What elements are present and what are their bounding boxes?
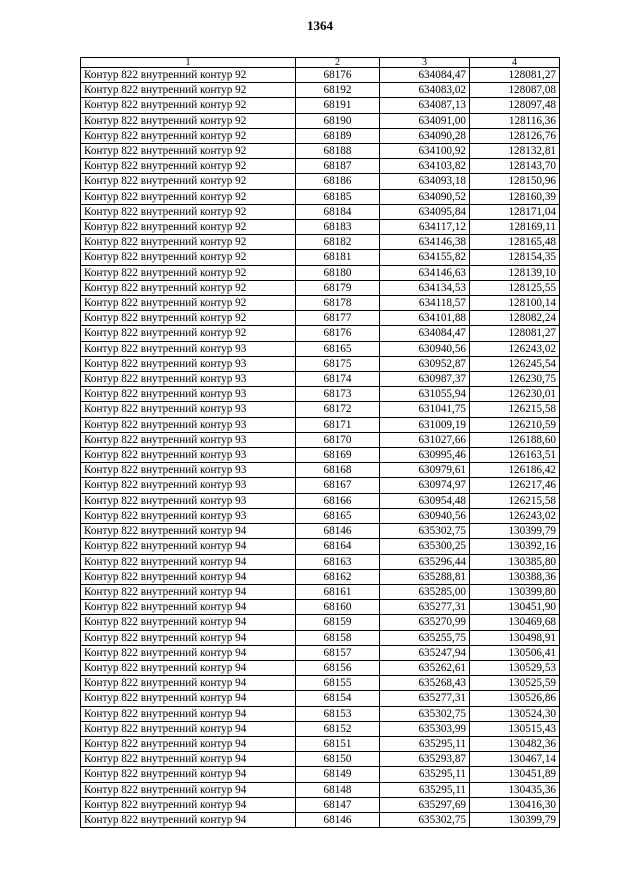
- contour-name-cell: Контур 822 внутренний контур 93: [81, 341, 296, 356]
- y-coordinate-cell: 130498,91: [470, 630, 560, 645]
- contour-name-cell: Контур 822 внутренний контур 94: [81, 767, 296, 782]
- table-row: [81, 539, 560, 554]
- y-coordinate-cell: 126215,58: [470, 402, 560, 417]
- point-number-cell: 68191: [296, 98, 380, 113]
- x-coordinate-cell: 634101,88: [380, 311, 470, 326]
- contour-name-cell: Контур 822 внутренний контур 92: [81, 326, 296, 341]
- x-coordinate-cell: 635303,99: [380, 721, 470, 736]
- page-number: 1364: [307, 18, 333, 33]
- point-number-cell: 68155: [296, 676, 380, 691]
- x-coordinate-cell: 635297,69: [380, 797, 470, 812]
- x-coordinate-cell: 634084,47: [380, 68, 470, 83]
- column-header: 2: [296, 58, 380, 68]
- y-coordinate-cell: 126210,59: [470, 417, 560, 432]
- point-number-cell: 68186: [296, 174, 380, 189]
- table-row: [81, 311, 560, 326]
- table-row: [81, 797, 560, 812]
- point-number-cell: 68163: [296, 554, 380, 569]
- contour-name-cell: Контур 822 внутренний контур 94: [81, 615, 296, 630]
- y-coordinate-cell: 130451,89: [470, 767, 560, 782]
- y-coordinate-cell: 128132,81: [470, 144, 560, 159]
- x-coordinate-cell: 635270,99: [380, 615, 470, 630]
- point-number-cell: 68175: [296, 356, 380, 371]
- y-coordinate-cell: 126245,54: [470, 356, 560, 371]
- table-row: [81, 767, 560, 782]
- contour-name-cell: Контур 822 внутренний контур 92: [81, 68, 296, 83]
- point-number-cell: 68172: [296, 402, 380, 417]
- table-row: [81, 235, 560, 250]
- y-coordinate-cell: 128125,55: [470, 280, 560, 295]
- table-row: [81, 356, 560, 371]
- contour-name-cell: Контур 822 внутренний контур 93: [81, 372, 296, 387]
- x-coordinate-cell: 634087,13: [380, 98, 470, 113]
- point-number-cell: 68151: [296, 736, 380, 751]
- x-coordinate-cell: 635295,11: [380, 736, 470, 751]
- contour-name-cell: Контур 822 внутренний контур 92: [81, 235, 296, 250]
- point-number-cell: 68170: [296, 432, 380, 447]
- contour-name-cell: Контур 822 внутренний контур 92: [81, 144, 296, 159]
- contour-name-cell: Контур 822 внутренний контур 92: [81, 296, 296, 311]
- y-coordinate-cell: 130385,80: [470, 554, 560, 569]
- column-header: 3: [380, 58, 470, 68]
- y-coordinate-cell: 130416,30: [470, 797, 560, 812]
- point-number-cell: 68159: [296, 615, 380, 630]
- x-coordinate-cell: 634117,12: [380, 220, 470, 235]
- table-row: [81, 220, 560, 235]
- x-coordinate-cell: 635288,81: [380, 569, 470, 584]
- y-coordinate-cell: 130515,43: [470, 721, 560, 736]
- y-coordinate-cell: 126215,58: [470, 493, 560, 508]
- table-row: [81, 128, 560, 143]
- table-row: [81, 478, 560, 493]
- point-number-cell: 68150: [296, 752, 380, 767]
- point-number-cell: 68149: [296, 767, 380, 782]
- contour-name-cell: Контур 822 внутренний контур 93: [81, 402, 296, 417]
- y-coordinate-cell: 128143,70: [470, 159, 560, 174]
- contour-name-cell: Контур 822 внутренний контур 94: [81, 721, 296, 736]
- contour-name-cell: Контур 822 внутренний контур 92: [81, 189, 296, 204]
- y-coordinate-cell: 130524,30: [470, 706, 560, 721]
- table-body: [81, 68, 560, 828]
- x-coordinate-cell: 635296,44: [380, 554, 470, 569]
- contour-name-cell: Контур 822 внутренний контур 94: [81, 660, 296, 675]
- y-coordinate-cell: 130392,16: [470, 539, 560, 554]
- y-coordinate-cell: 130482,36: [470, 736, 560, 751]
- x-coordinate-cell: 634146,63: [380, 265, 470, 280]
- x-coordinate-cell: 631055,94: [380, 387, 470, 402]
- point-number-cell: 68181: [296, 250, 380, 265]
- point-number-cell: 68169: [296, 448, 380, 463]
- y-coordinate-cell: 128154,35: [470, 250, 560, 265]
- y-coordinate-cell: 130467,14: [470, 752, 560, 767]
- table-row: [81, 296, 560, 311]
- x-coordinate-cell: 635277,31: [380, 600, 470, 615]
- table-row: [81, 463, 560, 478]
- contour-name-cell: Контур 822 внутренний контур 94: [81, 812, 296, 827]
- contour-name-cell: Контур 822 внутренний контур 94: [81, 539, 296, 554]
- point-number-cell: 68183: [296, 220, 380, 235]
- y-coordinate-cell: 128150,96: [470, 174, 560, 189]
- point-number-cell: 68152: [296, 721, 380, 736]
- x-coordinate-cell: 631041,75: [380, 402, 470, 417]
- x-coordinate-cell: 634084,47: [380, 326, 470, 341]
- contour-name-cell: Контур 822 внутренний контур 92: [81, 265, 296, 280]
- contour-name-cell: Контур 822 внутренний контур 93: [81, 508, 296, 523]
- contour-name-cell: Контур 822 внутренний контур 94: [81, 782, 296, 797]
- x-coordinate-cell: 630940,56: [380, 341, 470, 356]
- contour-name-cell: Контур 822 внутренний контур 93: [81, 448, 296, 463]
- contour-name-cell: Контур 822 внутренний контур 94: [81, 752, 296, 767]
- y-coordinate-cell: 130435,36: [470, 782, 560, 797]
- x-coordinate-cell: 635293,87: [380, 752, 470, 767]
- contour-name-cell: Контур 822 внутренний контур 92: [81, 174, 296, 189]
- x-coordinate-cell: 630979,61: [380, 463, 470, 478]
- contour-name-cell: Контур 822 внутренний контур 92: [81, 113, 296, 128]
- contour-name-cell: Контур 822 внутренний контур 92: [81, 128, 296, 143]
- table-row: [81, 721, 560, 736]
- x-coordinate-cell: 634083,02: [380, 83, 470, 98]
- point-number-cell: 68168: [296, 463, 380, 478]
- point-number-cell: 68187: [296, 159, 380, 174]
- point-number-cell: 68154: [296, 691, 380, 706]
- y-coordinate-cell: 128169,11: [470, 220, 560, 235]
- table-row: [81, 417, 560, 432]
- y-coordinate-cell: 130388,36: [470, 569, 560, 584]
- table-row: [81, 706, 560, 721]
- x-coordinate-cell: 635295,11: [380, 782, 470, 797]
- contour-name-cell: Контур 822 внутренний контур 94: [81, 524, 296, 539]
- y-coordinate-cell: 126243,02: [470, 508, 560, 523]
- point-number-cell: 68146: [296, 524, 380, 539]
- point-number-cell: 68158: [296, 630, 380, 645]
- y-coordinate-cell: 128087,08: [470, 83, 560, 98]
- point-number-cell: 68148: [296, 782, 380, 797]
- x-coordinate-cell: 635302,75: [380, 812, 470, 827]
- contour-name-cell: Контур 822 внутренний контур 92: [81, 250, 296, 265]
- x-coordinate-cell: 634118,57: [380, 296, 470, 311]
- contour-name-cell: Контур 822 внутренний контур 92: [81, 204, 296, 219]
- y-coordinate-cell: 126217,46: [470, 478, 560, 493]
- contour-name-cell: Контур 822 внутренний контур 94: [81, 554, 296, 569]
- table-row: [81, 159, 560, 174]
- contour-name-cell: Контур 822 внутренний контур 93: [81, 463, 296, 478]
- contour-name-cell: Контур 822 внутренний контур 94: [81, 645, 296, 660]
- x-coordinate-cell: 630974,97: [380, 478, 470, 493]
- x-coordinate-cell: 635285,00: [380, 584, 470, 599]
- contour-name-cell: Контур 822 внутренний контур 92: [81, 98, 296, 113]
- table-row: [81, 782, 560, 797]
- point-number-cell: 68165: [296, 341, 380, 356]
- y-coordinate-cell: 130399,79: [470, 812, 560, 827]
- y-coordinate-cell: 128082,24: [470, 311, 560, 326]
- column-header: 4: [470, 58, 560, 68]
- contour-name-cell: Контур 822 внутренний контур 93: [81, 432, 296, 447]
- point-number-cell: 68167: [296, 478, 380, 493]
- point-number-cell: 68160: [296, 600, 380, 615]
- y-coordinate-cell: 130529,53: [470, 660, 560, 675]
- y-coordinate-cell: 128116,36: [470, 113, 560, 128]
- x-coordinate-cell: 634100,92: [380, 144, 470, 159]
- contour-name-cell: Контур 822 внутренний контур 94: [81, 706, 296, 721]
- table-row: [81, 402, 560, 417]
- x-coordinate-cell: 634103,82: [380, 159, 470, 174]
- y-coordinate-cell: 128139,10: [470, 265, 560, 280]
- table-row: [81, 387, 560, 402]
- y-coordinate-cell: 128165,48: [470, 235, 560, 250]
- y-coordinate-cell: 130399,80: [470, 584, 560, 599]
- x-coordinate-cell: 631027,66: [380, 432, 470, 447]
- table-row: [81, 83, 560, 98]
- point-number-cell: 68177: [296, 311, 380, 326]
- contour-name-cell: Контур 822 внутренний контур 94: [81, 797, 296, 812]
- y-coordinate-cell: 130526,86: [470, 691, 560, 706]
- contour-name-cell: Контур 822 внутренний контур 92: [81, 220, 296, 235]
- contour-name-cell: Контур 822 внутренний контур 92: [81, 83, 296, 98]
- y-coordinate-cell: 126243,02: [470, 341, 560, 356]
- x-coordinate-cell: 634091,00: [380, 113, 470, 128]
- point-number-cell: 68188: [296, 144, 380, 159]
- table-row: [81, 372, 560, 387]
- y-coordinate-cell: 130399,79: [470, 524, 560, 539]
- x-coordinate-cell: 631009,19: [380, 417, 470, 432]
- point-number-cell: 68176: [296, 68, 380, 83]
- table-row: [81, 600, 560, 615]
- x-coordinate-cell: 630954,48: [380, 493, 470, 508]
- table-row: [81, 174, 560, 189]
- point-number-cell: 68184: [296, 204, 380, 219]
- table-row: [81, 98, 560, 113]
- y-coordinate-cell: 130451,90: [470, 600, 560, 615]
- point-number-cell: 68174: [296, 372, 380, 387]
- table-row: [81, 68, 560, 83]
- y-coordinate-cell: 128081,27: [470, 326, 560, 341]
- table-row: [81, 189, 560, 204]
- y-coordinate-cell: 130525,59: [470, 676, 560, 691]
- table-row: [81, 554, 560, 569]
- table-row: [81, 250, 560, 265]
- y-coordinate-cell: 128160,39: [470, 189, 560, 204]
- x-coordinate-cell: 634090,52: [380, 189, 470, 204]
- coordinates-table: [80, 57, 560, 828]
- table-header-row: [81, 58, 560, 68]
- x-coordinate-cell: 635277,31: [380, 691, 470, 706]
- point-number-cell: 68146: [296, 812, 380, 827]
- point-number-cell: 68178: [296, 296, 380, 311]
- table-row: [81, 204, 560, 219]
- contour-name-cell: Контур 822 внутренний контур 94: [81, 736, 296, 751]
- x-coordinate-cell: 630952,87: [380, 356, 470, 371]
- table-row: [81, 676, 560, 691]
- contour-name-cell: Контур 822 внутренний контур 94: [81, 630, 296, 645]
- contour-name-cell: Контур 822 внутренний контур 93: [81, 356, 296, 371]
- point-number-cell: 68179: [296, 280, 380, 295]
- point-number-cell: 68192: [296, 83, 380, 98]
- point-number-cell: 68189: [296, 128, 380, 143]
- point-number-cell: 68182: [296, 235, 380, 250]
- table-row: [81, 752, 560, 767]
- contour-name-cell: Контур 822 внутренний контур 94: [81, 676, 296, 691]
- x-coordinate-cell: 634134,53: [380, 280, 470, 295]
- table-row: [81, 645, 560, 660]
- contour-name-cell: Контур 822 внутренний контур 93: [81, 387, 296, 402]
- x-coordinate-cell: 630940,56: [380, 508, 470, 523]
- point-number-cell: 68185: [296, 189, 380, 204]
- x-coordinate-cell: 634090,28: [380, 128, 470, 143]
- point-number-cell: 68180: [296, 265, 380, 280]
- y-coordinate-cell: 126186,42: [470, 463, 560, 478]
- table-row: [81, 660, 560, 675]
- x-coordinate-cell: 634095,84: [380, 204, 470, 219]
- x-coordinate-cell: 630995,46: [380, 448, 470, 463]
- contour-name-cell: Контур 822 внутренний контур 94: [81, 569, 296, 584]
- x-coordinate-cell: 635262,61: [380, 660, 470, 675]
- table-row: [81, 113, 560, 128]
- contour-name-cell: Контур 822 внутренний контур 93: [81, 478, 296, 493]
- y-coordinate-cell: 128126,76: [470, 128, 560, 143]
- table-row: [81, 265, 560, 280]
- table-row: [81, 448, 560, 463]
- x-coordinate-cell: 635302,75: [380, 706, 470, 721]
- table-row: [81, 736, 560, 751]
- contour-name-cell: Контур 822 внутренний контур 94: [81, 584, 296, 599]
- contour-name-cell: Контур 822 внутренний контур 94: [81, 600, 296, 615]
- y-coordinate-cell: 128081,27: [470, 68, 560, 83]
- y-coordinate-cell: 126188,60: [470, 432, 560, 447]
- table-row: [81, 326, 560, 341]
- point-number-cell: 68161: [296, 584, 380, 599]
- x-coordinate-cell: 635302,75: [380, 524, 470, 539]
- point-number-cell: 68176: [296, 326, 380, 341]
- x-coordinate-cell: 635255,75: [380, 630, 470, 645]
- contour-name-cell: Контур 822 внутренний контур 92: [81, 280, 296, 295]
- point-number-cell: 68156: [296, 660, 380, 675]
- column-header: 1: [81, 58, 296, 68]
- point-number-cell: 68162: [296, 569, 380, 584]
- contour-name-cell: Контур 822 внутренний контур 94: [81, 691, 296, 706]
- x-coordinate-cell: 635300,25: [380, 539, 470, 554]
- point-number-cell: 68190: [296, 113, 380, 128]
- x-coordinate-cell: 634146,38: [380, 235, 470, 250]
- point-number-cell: 68165: [296, 508, 380, 523]
- y-coordinate-cell: 128097,48: [470, 98, 560, 113]
- contour-name-cell: Контур 822 внутренний контур 92: [81, 159, 296, 174]
- y-coordinate-cell: 128100,14: [470, 296, 560, 311]
- x-coordinate-cell: 630987,37: [380, 372, 470, 387]
- contour-name-cell: Контур 822 внутренний контур 93: [81, 493, 296, 508]
- y-coordinate-cell: 128171,04: [470, 204, 560, 219]
- table-row: [81, 144, 560, 159]
- y-coordinate-cell: 130506,41: [470, 645, 560, 660]
- point-number-cell: 68147: [296, 797, 380, 812]
- x-coordinate-cell: 635268,43: [380, 676, 470, 691]
- point-number-cell: 68153: [296, 706, 380, 721]
- x-coordinate-cell: 635295,11: [380, 767, 470, 782]
- table-row: [81, 432, 560, 447]
- table-row: [81, 493, 560, 508]
- table-row: [81, 341, 560, 356]
- table-row: [81, 280, 560, 295]
- y-coordinate-cell: 126230,75: [470, 372, 560, 387]
- x-coordinate-cell: 634155,82: [380, 250, 470, 265]
- table-row: [81, 569, 560, 584]
- table-row: [81, 691, 560, 706]
- point-number-cell: 68164: [296, 539, 380, 554]
- table-row: [81, 508, 560, 523]
- contour-name-cell: Контур 822 внутренний контур 92: [81, 311, 296, 326]
- table-row: [81, 584, 560, 599]
- point-number-cell: 68157: [296, 645, 380, 660]
- table-row: [81, 524, 560, 539]
- table-row: [81, 630, 560, 645]
- point-number-cell: 68166: [296, 493, 380, 508]
- table-row: [81, 812, 560, 827]
- y-coordinate-cell: 126230,01: [470, 387, 560, 402]
- x-coordinate-cell: 634093,18: [380, 174, 470, 189]
- y-coordinate-cell: 130469,68: [470, 615, 560, 630]
- x-coordinate-cell: 635247,94: [380, 645, 470, 660]
- table-row: [81, 615, 560, 630]
- point-number-cell: 68171: [296, 417, 380, 432]
- point-number-cell: 68173: [296, 387, 380, 402]
- y-coordinate-cell: 126163,51: [470, 448, 560, 463]
- contour-name-cell: Контур 822 внутренний контур 93: [81, 417, 296, 432]
